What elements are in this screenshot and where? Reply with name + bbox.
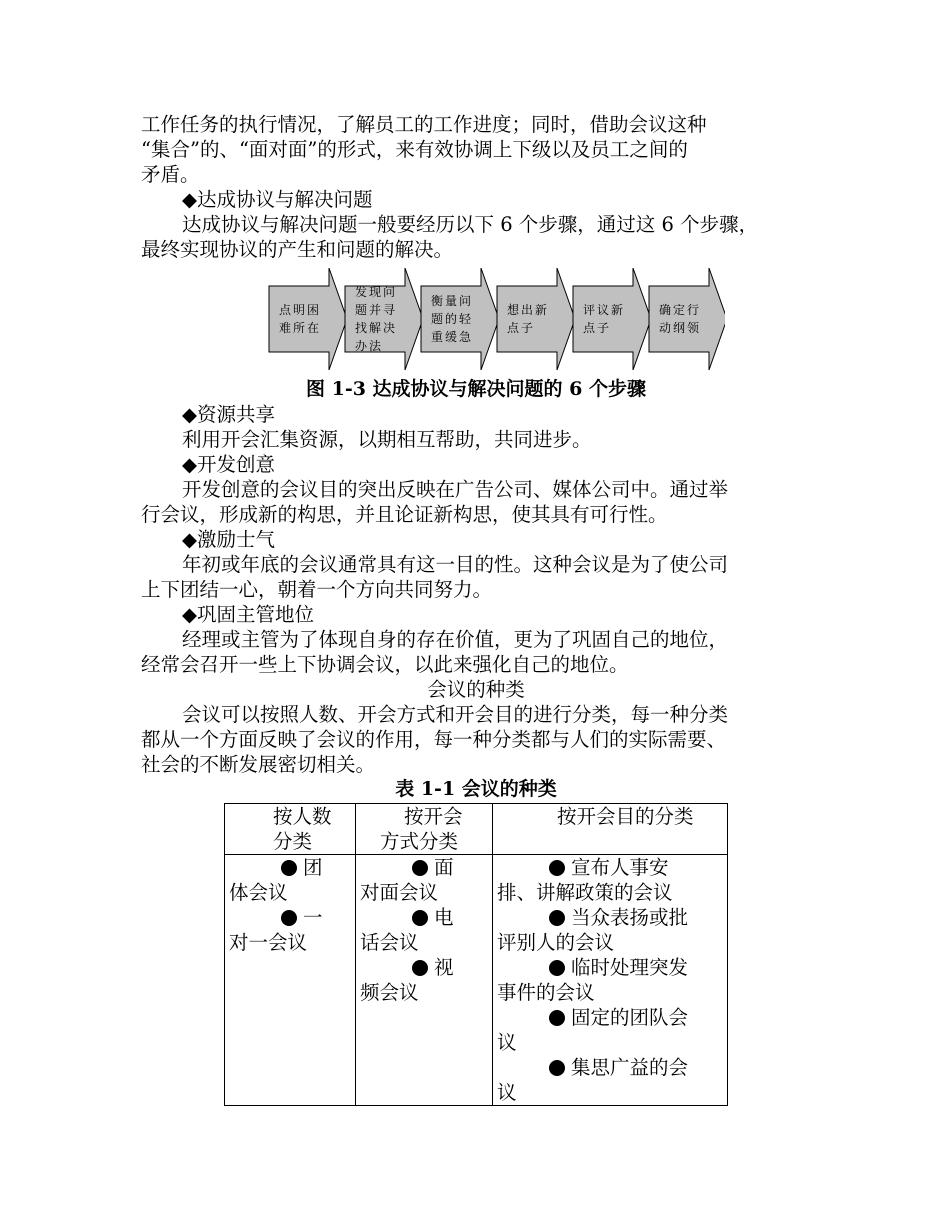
cell-by-size [225, 855, 356, 1106]
body-text-line: 都从一个方面反映了会议的作用，每一种分类都与人们的实际需要、 [141, 728, 727, 751]
table-caption: 表 1-1 会议的种类 [395, 778, 557, 800]
table-cell-text: 电 [434, 906, 454, 929]
steps-flow-diagram [141, 266, 811, 374]
table-cell-text: 一 [303, 906, 323, 929]
bullet-dot-icon [412, 960, 428, 976]
table-cell-line [360, 930, 488, 955]
table-cell-line [229, 905, 351, 930]
table-cell-line [497, 930, 723, 955]
step-label-line: 点明困 [279, 303, 322, 317]
table-cell-line [497, 955, 723, 980]
table-cell-line [360, 980, 488, 1005]
step-label [279, 301, 321, 337]
step-label-line: 评议新 [583, 303, 626, 317]
header-cell-by-size [225, 804, 356, 855]
step-label-line: 点子 [507, 321, 536, 335]
body-text-line: 行会议，形成新的构思，并且论证新构思，使其具有可行性。 [141, 503, 668, 526]
table-cell-text: 排、讲解政策的会议 [497, 881, 673, 904]
table-body-row [225, 855, 728, 1106]
table-cell-text: 议 [497, 1031, 517, 1054]
table-cell-text: 话会议 [360, 931, 419, 954]
table-cell-line [497, 1005, 723, 1030]
bullet-dot-icon [549, 960, 565, 976]
table-cell-line [360, 955, 488, 980]
table-cell-line [360, 855, 488, 880]
section-heading: ◆达成协议与解决问题 [182, 188, 373, 211]
step-label [355, 283, 397, 355]
table-cell-text: 事件的会议 [497, 981, 595, 1004]
table-cell-line [360, 905, 488, 930]
header-cell-by-method [356, 804, 493, 855]
figure-caption: 图 1-3 达成协议与解决问题的 6 个步骤 [305, 378, 646, 400]
bullet-dot-icon [549, 1060, 565, 1076]
table-header-row [225, 804, 728, 855]
header-text: 方式分类 [380, 830, 459, 853]
table-cell-line [229, 930, 351, 955]
body-text-line: 达成协议与解决问题一般要经历以下 6 个步骤，通过这 6 个步骤， [182, 213, 759, 236]
section-heading: ◆激励士气 [182, 528, 275, 551]
step-label [431, 292, 473, 346]
table-cell-text: 视 [434, 956, 454, 979]
body-text-line: 年初或年底的会议通常具有这一目的性。这种会议是为了使公司 [182, 553, 729, 576]
table-cell-line [497, 855, 723, 880]
table-cell-text: 当众表扬或批 [571, 906, 689, 929]
table-cell-text: 体会议 [229, 881, 288, 904]
table-cell-text: 临时处理突发 [571, 956, 689, 979]
step-label-line: 点子 [583, 321, 612, 335]
table-cell-line [497, 980, 723, 1005]
header-text: 分类 [273, 830, 313, 853]
bullet-dot-icon [412, 860, 428, 876]
table-cell-text: 面 [434, 856, 454, 879]
body-text-line: 开发创意的会议目的突出反映在广告公司、媒体公司中。通过举 [182, 478, 729, 501]
body-text-line: 经理或主管为了体现自身的存在价值，更为了巩固自己的地位， [182, 628, 729, 651]
table-cell-text: 对面会议 [360, 881, 439, 904]
table-cell-line [497, 1080, 723, 1105]
table-cell-text: 对一会议 [229, 931, 308, 954]
step-label-line: 确定行 [659, 303, 702, 317]
table-cell-text: 议 [497, 1081, 517, 1104]
section-heading: ◆巩固主管地位 [182, 603, 314, 626]
body-text-line: 上下团结一心，朝着一个方向共同努力。 [141, 578, 493, 601]
bullet-dot-icon [281, 910, 297, 926]
header-cell-by-purpose [493, 804, 728, 855]
step-label-line: 发现问 [355, 285, 398, 299]
body-text-line: 利用开会汇集资源，以期相互帮助，共同进步。 [182, 428, 592, 451]
table-cell-line [229, 880, 351, 905]
table-cell-text: 评别人的会议 [497, 931, 615, 954]
header-text: 按人数 [273, 805, 332, 828]
cell-by-method [356, 855, 493, 1106]
step-label-line: 办法 [355, 339, 384, 353]
table-cell-line [497, 880, 723, 905]
table-cell-text: 集思广益的会 [571, 1056, 689, 1079]
step-label-line: 题的轻 [431, 312, 474, 326]
body-text-line: 矛盾。 [141, 163, 200, 186]
body-text-line: 社会的不断发展密切相关。 [141, 753, 376, 776]
step-label [659, 301, 701, 337]
table-cell-line [497, 1055, 723, 1080]
body-text-line: 会议可以按照人数、开会方式和开会目的进行分类，每一种分类 [182, 703, 729, 726]
table-cell-text: 固定的团队会 [571, 1006, 689, 1029]
section-heading: ◆资源共享 [182, 403, 275, 426]
step-label-line: 衡量问 [431, 294, 474, 308]
meeting-kinds-table [224, 803, 728, 1106]
step-label-line: 题并寻 [355, 303, 398, 317]
header-text: 按开会目的分类 [557, 805, 694, 828]
bullet-dot-icon [412, 910, 428, 926]
step-label-line: 重缓急 [431, 330, 474, 344]
section-heading: ◆开发创意 [182, 453, 275, 476]
step-label-line: 找解决 [355, 321, 398, 335]
table-cell-line [497, 1030, 723, 1055]
step-label-line: 难所在 [279, 321, 322, 335]
body-text-line: 经常会召开一些上下协调会议，以此来强化自己的地位。 [141, 653, 629, 676]
step-label [507, 301, 549, 337]
step-label-line: 动纲领 [659, 321, 702, 335]
header-text: 按开会 [404, 805, 463, 828]
body-text-line: “集合”的、“面对面”的形式，来有效协调上下级以及员工之间的 [141, 138, 688, 161]
document-page [141, 112, 811, 1106]
bullet-dot-icon [549, 1010, 565, 1026]
table-cell-line [497, 905, 723, 930]
cell-by-purpose [493, 855, 728, 1106]
bullet-dot-icon [549, 860, 565, 876]
body-text-line: 最终实现协议的产生和问题的解决。 [141, 238, 454, 261]
step-label-line: 想出新 [507, 303, 550, 317]
subsection-title: 会议的种类 [427, 678, 525, 701]
table-cell-text: 频会议 [360, 981, 419, 1004]
table-cell-text: 宣布人事安 [571, 856, 669, 879]
bullet-dot-icon [281, 860, 297, 876]
step-label [583, 301, 625, 337]
table-cell-line [229, 855, 351, 880]
table-cell-text: 团 [303, 856, 323, 879]
table-cell-line [360, 880, 488, 905]
steps-arrows [265, 266, 725, 372]
bullet-dot-icon [549, 910, 565, 926]
body-text-line: 工作任务的执行情况，了解员工的工作进度；同时，借助会议这种 [141, 113, 707, 136]
